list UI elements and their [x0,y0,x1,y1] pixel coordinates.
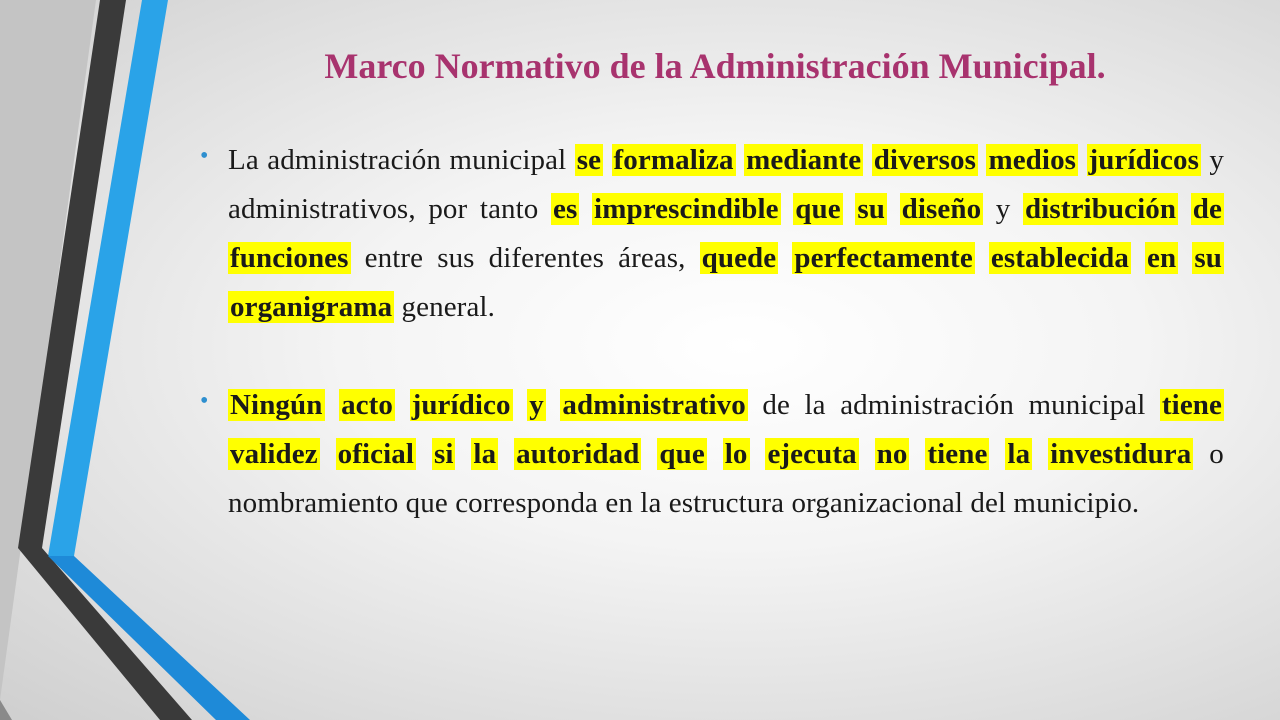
highlighted-word: quede [701,242,777,274]
highlighted-word: autoridad [516,438,640,470]
plain-text [1032,438,1048,470]
plain-text [750,438,766,470]
highlighted-word: acto [341,389,393,421]
plain-text [546,389,561,421]
plain-text [859,438,875,470]
highlighted-word: funciones [230,242,349,274]
plain-text [498,438,514,470]
highlighted-word: tiene [1161,389,1223,421]
highlighted-word: su [1194,242,1222,274]
highlighted-word: formaliza [613,144,734,176]
highlighted-word: y [529,389,544,421]
highlighted-word: se [576,144,602,176]
highlighted-word: medios [988,144,1077,176]
plain-text [736,144,744,176]
highlighted-word: es [553,193,578,225]
highlighted-word: diversos [873,144,976,176]
plain-text [1131,242,1145,274]
plain-text [843,193,856,225]
plain-text [909,438,925,470]
plain-text [395,389,410,421]
plain-text [1078,144,1086,176]
plain-text: y [983,193,1024,225]
slide-title: Marco Normativo de la Administración Municipal. [324,46,1106,86]
highlighted-word: diseño [901,193,982,225]
plain-text: administrativos [228,193,409,225]
plain-text [707,438,723,470]
plain-text: , por tanto [408,193,552,225]
plain-text [863,144,871,176]
highlighted-word: no [876,438,908,470]
highlighted-word: tiene [927,438,988,470]
highlighted-word: mediante [746,144,862,176]
highlighted-word: su [857,193,885,225]
plain-text: La administración municipal [228,144,575,176]
plain-text [325,389,340,421]
plain-text [579,193,592,225]
highlighted-word: de [1192,193,1222,225]
highlighted-word: establecida [990,242,1129,274]
plain-text [320,438,336,470]
bullet-paragraph [200,136,1225,332]
plain-text [989,438,1005,470]
highlighted-word: organigrama [230,291,393,323]
highlighted-word: administrativo [562,389,746,421]
highlighted-word: validez [230,438,318,470]
plain-text: entre sus diferentes áreas, [350,242,700,274]
plain-text [778,242,792,274]
highlighted-word: perfectamente [794,242,973,274]
highlighted-word: investidura [1050,438,1192,470]
highlighted-word: imprescindible [594,193,779,225]
plain-text [1178,193,1191,225]
paragraph-text [228,144,1224,323]
plain-text [975,242,989,274]
highlighted-word: jurídicos [1088,144,1199,176]
highlighted-word: distribución [1025,193,1177,225]
highlighted-word: lo [724,438,748,470]
plain-text [641,438,657,470]
highlighted-word: que [795,193,841,225]
highlighted-word: ejecuta [767,438,857,470]
highlighted-word: en [1147,242,1177,274]
plain-text: de la administración municipal [747,389,1160,421]
highlighted-word: Ningún [230,389,323,421]
highlighted-word: si [433,438,454,470]
plain-text [416,438,432,470]
bullet-dot-icon: • [200,388,209,414]
plain-text [1178,242,1192,274]
plain-text [781,193,794,225]
plain-text [603,144,611,176]
highlighted-word: la [1007,438,1031,470]
bullet-dot-icon: • [200,143,209,169]
plain-text [887,193,900,225]
dark-gray-lower-stripe [18,548,192,720]
paragraph-text [228,389,1224,519]
plain-text: y [1200,144,1225,176]
plain-text [513,389,528,421]
bullet-list [200,136,1225,528]
plain-text [455,438,471,470]
bullet-paragraph [200,381,1224,528]
highlighted-word: la [473,438,497,470]
highlighted-word: que [659,438,705,470]
plain-text: o nombramiento que corresponda en la estructura organizacional del municipio. [228,438,1224,519]
plain-text: general. [394,291,495,323]
highlighted-word: jurídico [411,389,511,421]
gray-bottom-stripe [0,700,12,720]
highlighted-word: oficial [337,438,415,470]
